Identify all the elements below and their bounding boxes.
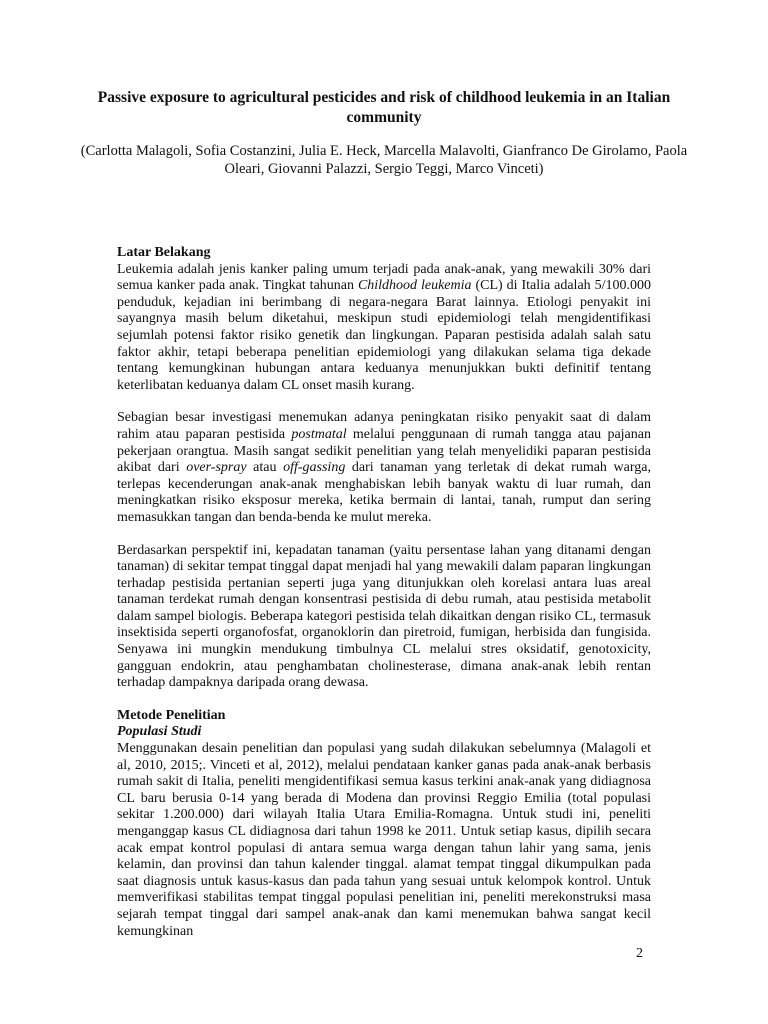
- italic-term: Childhood leukemia: [357, 278, 472, 294]
- text-run: (CL) di Italia adalah 5/100.000 penduduk, kejadian ini berimbang di negara-negara Barat lainnya. Etiologi penyakit ini sayangnya masih belum diketahui, meskipun studi epidemiologi telah mengidentifikasi sejumlah potensi faktor risiko genetik dan lingkungan. Paparan pestisida adalah salah satu faktor akhir, tetapi beberapa penelitian epidemiologi yang dilakukan selama tiga dekade tentang kemungkinan hubungan antara keduanya menunjukkan bukti definitif tentang keterlibatan keduanya dalam CL onset masih kurang.: [117, 278, 651, 393]
- author-list: (Carlotta Malagoli, Sofia Costanzini, Julia E. Heck, Marcella Malavolti, Gianfranco De Girolamo, Paola Oleari, Giovanni Palazzi, Sergio Teggi, Marco Vinceti): [80, 143, 688, 177]
- paragraph-background-1: [117, 262, 651, 395]
- section-heading-methods: Metode Penelitian: [117, 707, 226, 723]
- body-text: [117, 245, 651, 940]
- paragraph-background-2: [117, 410, 651, 526]
- subsection-heading-study-population: Populasi Studi: [117, 724, 202, 740]
- text-run: atau: [246, 460, 284, 476]
- paragraph-methods-1: Menggunakan desain penelitian dan populasi yang sudah dilakukan sebelumnya (Malagoli et al, 2010, 2015;. Vinceti et al, 2012), melalui pendataan kanker ganas pada anak-anak berbasis rumah sakit di Italia, peneliti mengidentifikasi semua kasus terkini anak-anak yang didiagnosa CL baru berusia 0-14 yang berada di Modena dan provinsi Reggio Emilia (total populasi sekitar 1.200.000) dari wilayah Italia Utara Emilia-Romagna. Untuk studi ini, peneliti menganggap kasus CL didiagnosa dari tahun 1998 ke 2011. Untuk setiap kasus, dipilih secara acak empat kontrol populasi di antara semua warga dengan tahun lahir yang sama, jenis kelamin, dan provinsi dan tahun kalender tinggal. alamat tempat tinggal dikumpulkan pada saat diagnosis untuk kasus-kasus dan pada tahun yang sesuai untuk kelompok kontrol. Untuk memverifikasi stabilitas tempat tinggal populasi penelitian ini, peneliti merekonstruksi masa sejarah tempat tinggal dari sampel anak-anak dan kami menemukan bahwa sangat kecil kemungkinan: [117, 741, 651, 939]
- italic-term: off-gassing: [283, 460, 346, 476]
- italic-term: over-spray: [186, 460, 247, 476]
- text-run: Leukemia adalah jenis kanker paling umum terjadi pada anak-anak, yang mewakili 30% dari semua kanker pada anak. Tingkat tahunan: [117, 261, 651, 294]
- page-number: 2: [636, 946, 643, 961]
- italic-term: postmatal: [291, 426, 347, 442]
- paragraph-background-3: Berdasarkan perspektif ini, kepadatan tanaman (yaitu persentase lahan yang ditanami dengan tanaman) di sekitar tempat tinggal dapat menjadi hal yang mewakili dalam paparan lingkungan terhadap pestisida pertanian seperti juga yang ditunjukkan oleh korelasi antara luas areal tanaman terdekat rumah dengan konsentrasi pestisida di debu rumah, atau pestisida metabolit dalam sampel biologis. Beberapa kategori pestisida telah dikaitkan dengan risiko CL, termasuk insektisida seperti organofosfat, organoklorin dan piretroid, fumigan, herbisida dan fungisida. Senyawa ini mungkin mendukung timbulnya CL melalui stres oksidatif, genotoxicity, gangguan endokrin, atau penghambatan cholinesterase, dimana anak-anak lebih rentan terhadap dampaknya daripada orang dewasa.: [117, 542, 651, 691]
- text-run: dari tanaman yang terletak di dekat rumah warga, terlepas kecenderungan anak-anak menghabiskan lebih banyak waktu di luar rumah, dan meningkatkan risiko eksposur mereka, ketika bermain di lantai, tanah, rumput dan sering memasukkan tangan dan benda-benda ke mulut mereka.: [117, 460, 651, 525]
- section-heading-background: Latar Belakang: [117, 245, 211, 260]
- text-run: melalui penggunaan di rumah tangga atau pajanan pekerjaan orangtua. Masih sangat sedikit penelitian yang telah menyelidiki paparan pestisida akibat dari: [117, 426, 651, 476]
- text-run: Sebagian besar investigasi menemukan adanya peningkatan risiko penyakit saat di dalam rahim atau paparan pestisida: [117, 410, 651, 442]
- paper-title: Passive exposure to agricultural pesticides and risk of childhood leukemia in an Italian community: [97, 89, 671, 126]
